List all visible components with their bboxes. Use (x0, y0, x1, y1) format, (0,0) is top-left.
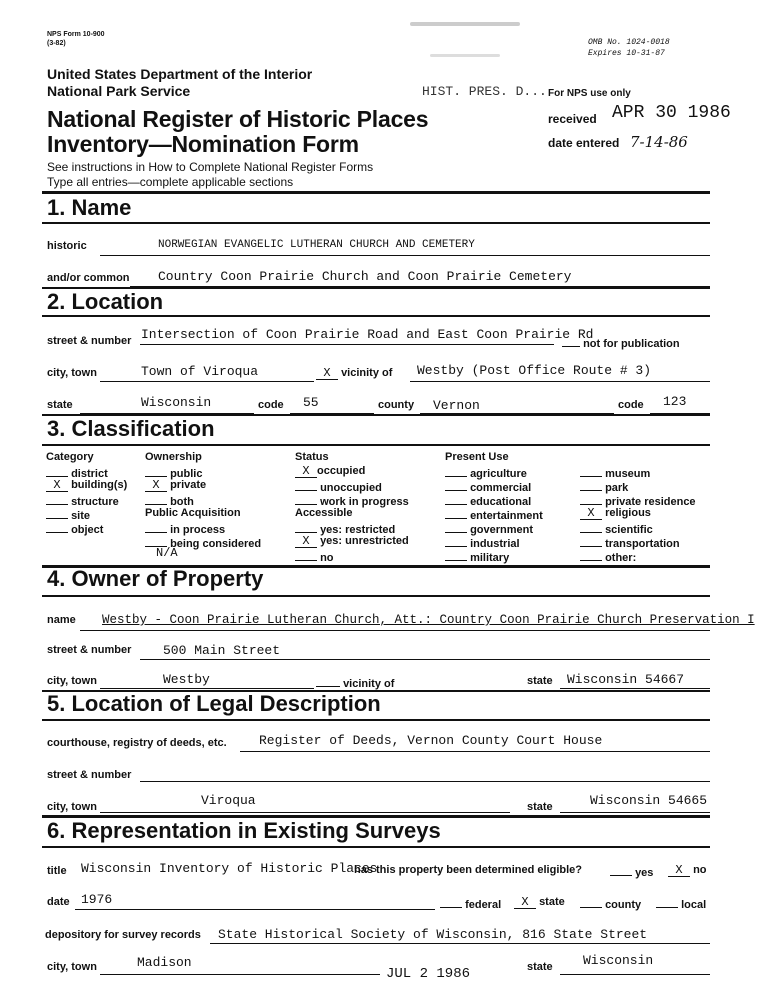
category-district[interactable]: district (46, 465, 108, 480)
acquisition-na: N/A (156, 546, 178, 560)
survey-title-value: Wisconsin Inventory of Historic Places (81, 861, 378, 876)
vicinity-value: Westby (Post Office Route # 3) (417, 363, 652, 378)
department: United States Department of the Interior (47, 66, 313, 82)
field-underline (560, 974, 710, 975)
date-stamp: JUL 2 1986 (386, 966, 471, 982)
depository-city-label: city, town (47, 961, 97, 973)
section-rule (42, 444, 710, 446)
legal-street-label: street & number (47, 769, 132, 781)
use-educational[interactable]: educational (445, 493, 531, 508)
omb-expires: Expires 10-31-87 (588, 49, 665, 58)
field-underline (560, 688, 710, 689)
city-town-value: Town of Viroqua (141, 364, 259, 379)
field-underline (560, 812, 710, 813)
state-code-value: 55 (303, 395, 319, 410)
owner-street-value: 500 Main Street (163, 643, 281, 658)
survey-title-label: title (47, 865, 67, 877)
survey-county[interactable]: county (580, 896, 641, 911)
eligible-yes[interactable]: yes (610, 864, 653, 879)
received-stamp: HIST. PRES. D... (422, 84, 547, 99)
county-label: county (378, 399, 415, 411)
use-government[interactable]: government (445, 521, 533, 536)
faded-stamp (410, 18, 530, 34)
status-unoccupied[interactable]: unoccupied (295, 479, 382, 494)
ownership-private[interactable]: X private (145, 479, 206, 492)
legal-state-value: Wisconsin 54665 (590, 793, 708, 808)
section-5-title: 5. Location of Legal Description (47, 691, 381, 716)
county-code-value: 123 (663, 394, 687, 409)
county-value: Vernon (433, 398, 480, 413)
not-for-publication-label: not for publication (583, 338, 680, 350)
category-header: Category (46, 451, 94, 463)
field-underline (240, 751, 710, 752)
form-revision: (3-82) (47, 40, 66, 47)
use-transportation[interactable]: transportation (580, 535, 680, 550)
use-religious[interactable]: X religious (580, 507, 651, 520)
acquisition-in-process[interactable]: in process (145, 521, 225, 536)
eligible-question: has this property been determined eligible? (354, 864, 582, 876)
ownership-header: Ownership (145, 451, 202, 463)
received-date: APR 30 1986 (612, 103, 731, 123)
field-underline (100, 688, 314, 689)
accessible-header: Accessible (295, 507, 353, 519)
category-structure[interactable]: structure (46, 493, 119, 508)
state-value: Wisconsin (141, 395, 212, 410)
section-rule (42, 595, 710, 597)
field-underline (140, 659, 710, 660)
form-number: NPS Form 10-900 (47, 31, 105, 38)
street-number-label: street & number (47, 335, 132, 347)
section-rule (42, 719, 710, 721)
common-name-label: and/or common (47, 272, 130, 284)
instructions-line2: Type all entries—complete applicable sections (47, 175, 294, 189)
section-rule (42, 846, 710, 848)
public-acquisition-header: Public Acquisition (145, 507, 241, 519)
accessible-restricted[interactable]: yes: restricted (295, 521, 395, 536)
courthouse-label: courthouse, registry of deeds, etc. (47, 737, 227, 749)
status-occupied[interactable]: X occupied (295, 465, 365, 478)
vicinity-label: vicinity of (341, 367, 393, 379)
survey-state[interactable]: X state (514, 896, 565, 909)
field-underline (410, 381, 710, 382)
use-industrial[interactable]: industrial (445, 535, 520, 550)
category-buildings[interactable]: X building(s) (46, 479, 127, 492)
field-underline (100, 381, 314, 382)
ownership-both[interactable]: both (145, 493, 194, 508)
state-code-label: code (258, 399, 284, 411)
section-rule (42, 191, 710, 194)
legal-city-label: city, town (47, 801, 97, 813)
owner-name-value: Westby - Coon Prairie Lutheran Church, Att.: Country Coon Prairie Church Preservation I (102, 613, 755, 627)
section-6-title: 6. Representation in Existing Surveys (47, 818, 441, 843)
section-4-title: 4. Owner of Property (47, 566, 264, 591)
section-1-title: 1. Name (47, 195, 132, 220)
field-underline (210, 943, 710, 944)
section-rule (42, 315, 710, 317)
form-title-line1: National Register of Historic Places (47, 106, 429, 132)
use-museum[interactable]: museum (580, 465, 650, 480)
field-underline (100, 255, 710, 256)
owner-state-label: state (527, 675, 553, 687)
common-name-value: Country Coon Prairie Church and Coon Prairie Cemetery (158, 269, 572, 284)
owner-street-label: street & number (47, 644, 132, 656)
street-number-value: Intersection of Coon Prairie Road and East Coon Prairie Rd (141, 327, 594, 342)
survey-date-value: 1976 (81, 892, 113, 907)
survey-date-label: date (47, 896, 70, 908)
owner-state-value: Wisconsin 54667 (567, 672, 685, 687)
accessible-no[interactable]: no (295, 549, 334, 564)
category-site[interactable]: site (46, 507, 90, 522)
date-entered-label: date entered (548, 136, 620, 150)
depository-label: depository for survey records (45, 929, 201, 941)
field-underline (80, 630, 710, 631)
use-agriculture[interactable]: agriculture (445, 465, 527, 480)
ownership-public[interactable]: public (145, 465, 202, 480)
status-work-in-progress[interactable]: work in progress (295, 493, 409, 508)
courthouse-value: Register of Deeds, Vernon County Court House (259, 733, 603, 748)
historic-label: historic (47, 240, 87, 252)
use-military[interactable]: military (445, 549, 509, 564)
owner-city-label: city, town (47, 675, 97, 687)
depository-value: State Historical Society of Wisconsin, 816 State Street (218, 927, 648, 942)
use-commercial[interactable]: commercial (445, 479, 531, 494)
section-2-title: 2. Location (47, 289, 164, 314)
field-underline (75, 909, 435, 910)
city-town-label: city, town (47, 367, 97, 379)
depository-state-value: Wisconsin (583, 953, 654, 968)
category-object[interactable]: object (46, 521, 103, 536)
section-rule (42, 222, 710, 224)
field-underline (100, 974, 380, 975)
owner-vicinity-label: vicinity of (343, 678, 395, 690)
owner-city-value: Westby (163, 672, 210, 687)
eligible-no[interactable]: X no (668, 864, 707, 877)
accessible-unrestricted[interactable]: X yes: unrestricted (295, 535, 409, 548)
use-scientific[interactable]: scientific (580, 521, 653, 536)
use-park[interactable]: park (580, 479, 628, 494)
historic-name-value: NORWEGIAN EVANGELIC LUTHERAN CHURCH AND CEMETERY (158, 239, 475, 251)
use-private-residence[interactable]: private residence (580, 493, 696, 508)
state-label: state (47, 399, 73, 411)
legal-state-label: state (527, 801, 553, 813)
county-code-label: code (618, 399, 644, 411)
received-label: received (548, 112, 597, 126)
use-other[interactable]: other: (580, 549, 636, 564)
depository-city-value: Madison (137, 955, 192, 970)
owner-name-label: name (47, 614, 76, 626)
legal-city-value: Viroqua (201, 793, 256, 808)
status-header: Status (295, 451, 329, 463)
vicinity-checkbox: X (316, 368, 338, 380)
field-underline (140, 344, 554, 345)
omb-number: OMB No. 1024-0018 (588, 38, 670, 47)
use-entertainment[interactable]: entertainment (445, 507, 543, 522)
nps-use-label: For NPS use only (548, 88, 631, 99)
field-underline (100, 812, 510, 813)
field-underline (140, 781, 710, 782)
present-use-header: Present Use (445, 451, 509, 463)
instructions-line1: See instructions in How to Complete National Register Forms (47, 160, 374, 174)
acquisition-being-considered[interactable]: being considered (145, 535, 261, 550)
depository-state-label: state (527, 961, 553, 973)
survey-federal[interactable]: federal (440, 896, 501, 911)
date-entered-value: 7-14-86 (630, 133, 688, 151)
form-title-line2: Inventory—Nomination Form (47, 131, 359, 157)
service: National Park Service (47, 83, 191, 99)
section-3-title: 3. Classification (47, 416, 215, 441)
survey-local[interactable]: local (656, 896, 706, 911)
